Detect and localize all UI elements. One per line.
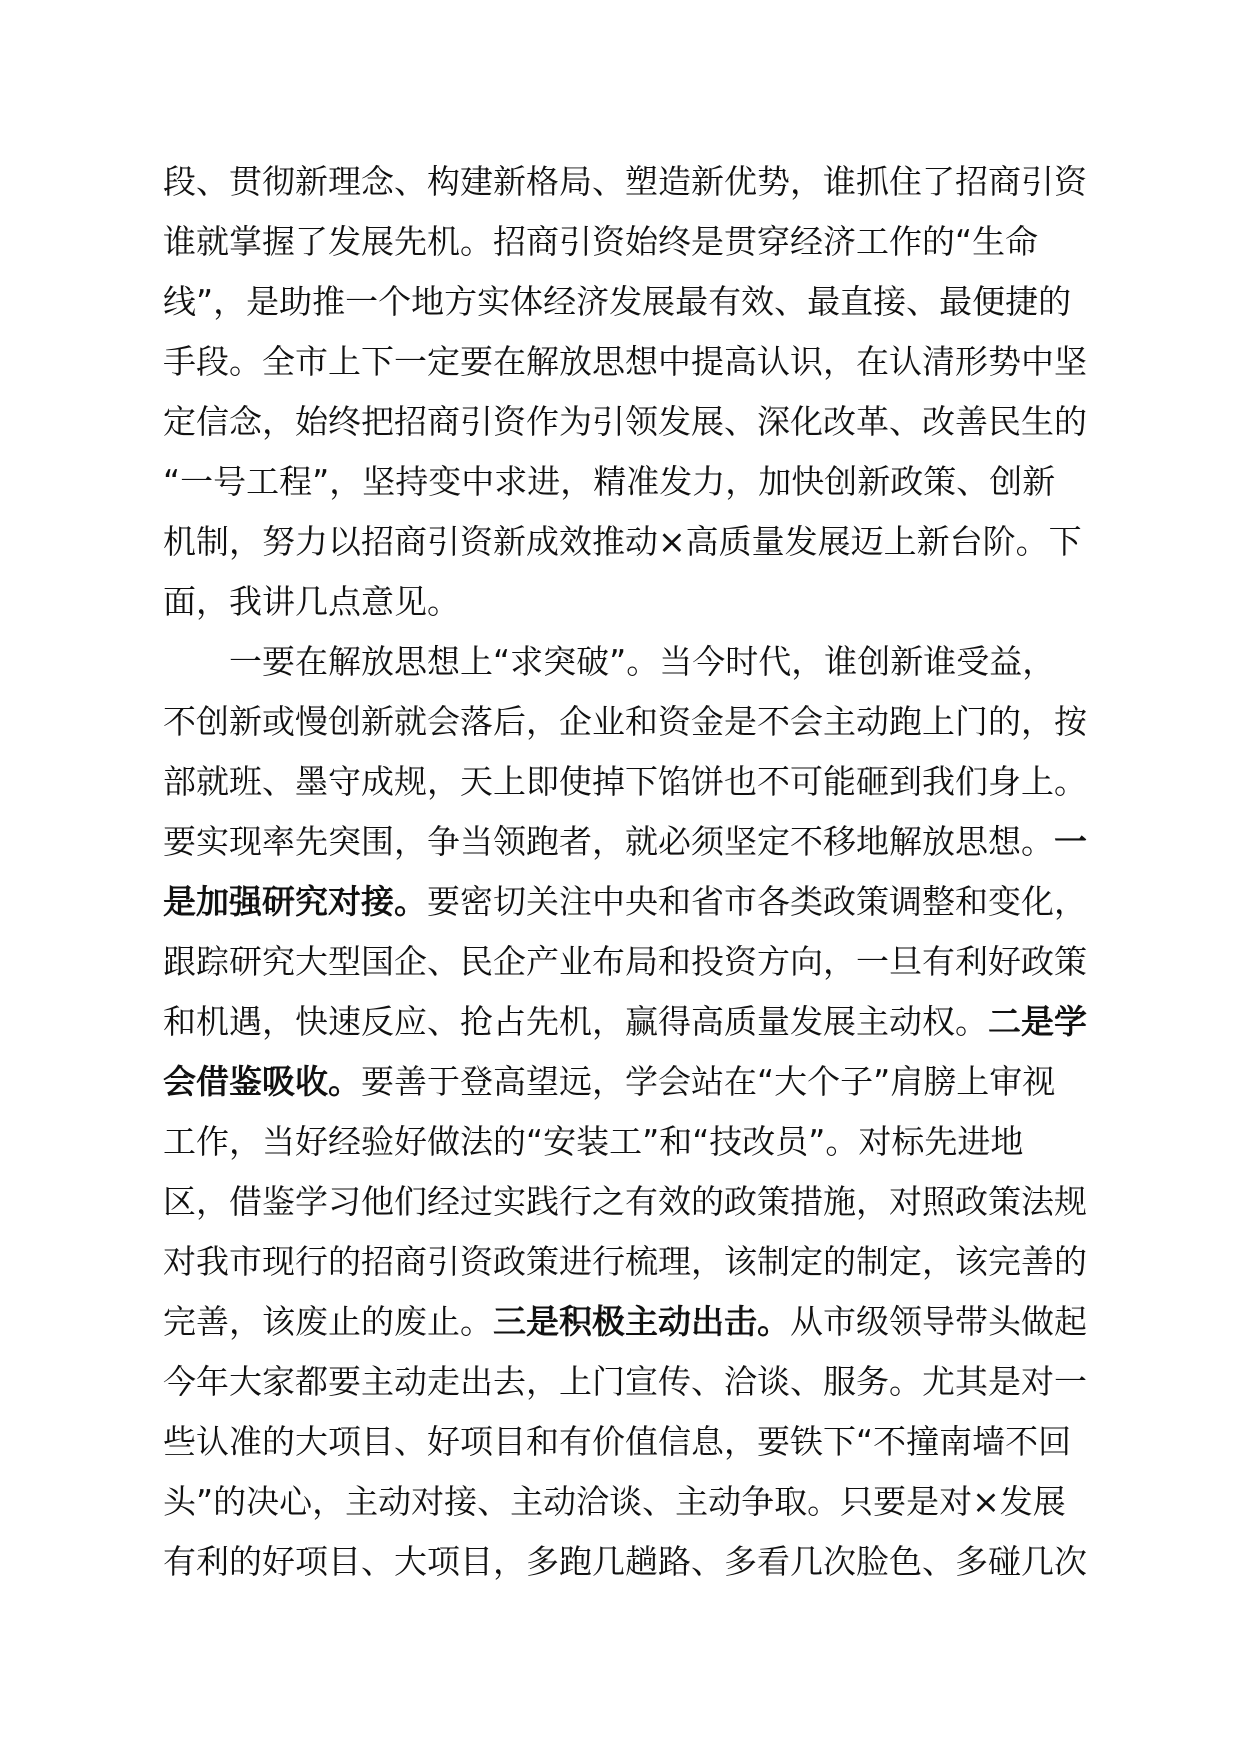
text-segment: 今年大家都要主动走出去，上门宣传、洽谈、服务。尤其是对一 bbox=[163, 1362, 1087, 1401]
text-segment: 部就班、墨守成规，天上即使掉下馅饼也不可能砸到我们身上。 bbox=[163, 762, 1087, 801]
text-segment: 对我市现行的招商引资政策进行梳理，该制定的制定，该完善的 bbox=[163, 1242, 1087, 1281]
text-segment: 和机遇，快速反应、抢占先机，赢得高质量发展主动权。 bbox=[163, 1002, 988, 1041]
text-segment: 完善，该废止的废止。 bbox=[163, 1302, 493, 1341]
text-line bbox=[163, 1352, 1113, 1412]
text-segment: 要善于登高望远，学会站在“大个子”肩膀上审视 bbox=[361, 1062, 1056, 1101]
text-line bbox=[163, 1112, 1113, 1172]
text-segment: 机制，努力以招商引资新成效推动×高质量发展迈上新台阶。下 bbox=[163, 522, 1082, 561]
text-line bbox=[163, 812, 1113, 872]
text-line bbox=[163, 632, 1113, 692]
text-line bbox=[163, 1292, 1113, 1352]
text-segment: 要实现率先突围，争当领跑者，就必须坚定不移地解放思想。 bbox=[163, 822, 1054, 861]
text-line bbox=[163, 872, 1113, 932]
text-line bbox=[163, 752, 1113, 812]
text-line bbox=[163, 272, 1113, 332]
text-line bbox=[163, 1172, 1113, 1232]
bold-text-segment: 会借鉴吸收。 bbox=[163, 1062, 361, 1101]
text-segment: 面，我讲几点意见。 bbox=[163, 582, 460, 621]
text-line bbox=[163, 152, 1113, 212]
text-line bbox=[163, 1052, 1113, 1112]
text-segment: 工作，当好经验好做法的“安装工”和“技改员”。对标先进地 bbox=[163, 1122, 1024, 1161]
text-segment: 谁就掌握了发展先机。招商引资始终是贯穿经济工作的“生命 bbox=[163, 222, 1039, 261]
text-line bbox=[163, 212, 1113, 272]
body-text bbox=[163, 152, 1113, 1592]
text-line bbox=[163, 1472, 1113, 1532]
text-line bbox=[163, 1232, 1113, 1292]
text-segment: 区，借鉴学习他们经过实践行之有效的政策措施，对照政策法规 bbox=[163, 1182, 1087, 1221]
bold-text-segment: 三是积极主动出击。 bbox=[493, 1302, 790, 1341]
bold-text-segment: 一 bbox=[1054, 822, 1087, 861]
bold-text-segment: 二是学 bbox=[988, 1002, 1087, 1041]
text-line bbox=[163, 392, 1113, 452]
text-segment: 定信念，始终把招商引资作为引领发展、深化改革、改善民生的 bbox=[163, 402, 1087, 441]
text-segment: 头”的决心，主动对接、主动洽谈、主动争取。只要是对×发展 bbox=[163, 1482, 1066, 1521]
text-line bbox=[163, 1412, 1113, 1472]
text-segment: 不创新或慢创新就会落后，企业和资金是不会主动跑上门的，按 bbox=[163, 702, 1087, 741]
text-line bbox=[163, 1532, 1113, 1592]
text-segment: 要密切关注中央和省市各类政策调整和变化， bbox=[427, 882, 1087, 921]
text-line bbox=[163, 932, 1113, 992]
text-segment: 从市级领导带头做起 bbox=[790, 1302, 1087, 1341]
text-line bbox=[163, 572, 1113, 632]
text-segment: “一号工程”，坚持变中求进，精准发力，加快创新政策、创新 bbox=[163, 462, 1056, 501]
text-segment: 跟踪研究大型国企、民企产业布局和投资方向，一旦有利好政策 bbox=[163, 942, 1087, 981]
text-line bbox=[163, 992, 1113, 1052]
text-line bbox=[163, 332, 1113, 392]
text-segment: 手段。全市上下一定要在解放思想中提高认识，在认清形势中坚 bbox=[163, 342, 1087, 381]
bold-text-segment: 是加强研究对接。 bbox=[163, 882, 427, 921]
text-segment: 些认准的大项目、好项目和有价值信息，要铁下“不撞南墙不回 bbox=[163, 1422, 1072, 1461]
text-line bbox=[163, 692, 1113, 752]
text-segment: 有利的好项目、大项目，多跑几趟路、多看几次脸色、多碰几次 bbox=[163, 1542, 1087, 1581]
text-line bbox=[163, 512, 1113, 572]
text-segment: 段、贯彻新理念、构建新格局、塑造新优势，谁抓住了招商引资 bbox=[163, 162, 1087, 201]
text-segment: 一要在解放思想上“求突破”。当今时代，谁创新谁受益， bbox=[163, 642, 1056, 681]
text-segment: 线”，是助推一个地方实体经济发展最有效、最直接、最便捷的 bbox=[163, 282, 1072, 321]
text-line bbox=[163, 452, 1113, 512]
